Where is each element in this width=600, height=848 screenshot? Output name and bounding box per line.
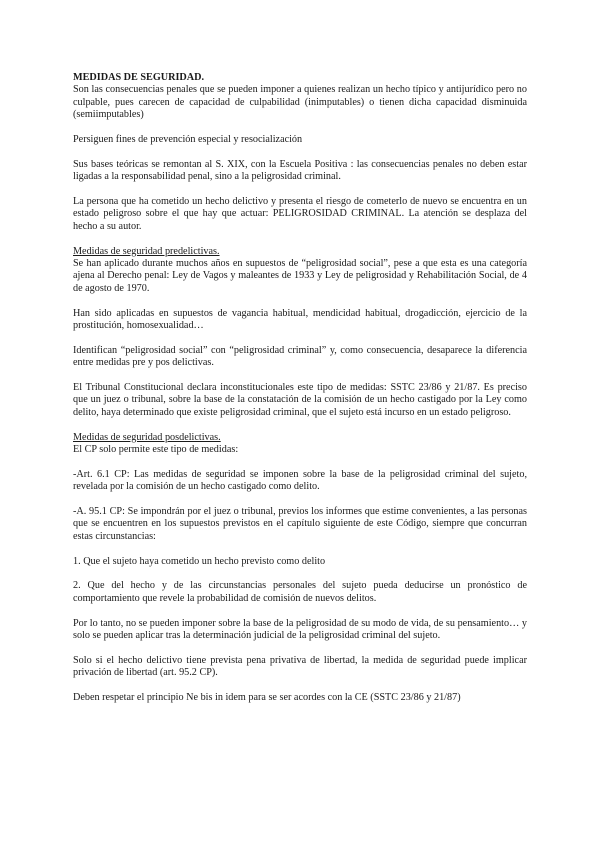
therefore-paragraph: Por lo tanto, no se pueden imponer sobre la base de la peligrosidad de su modo de vida, de su pensamiento… y solo se pueden aplicar tras la determinación judicial de la peligrosidad criminal del sujeto. bbox=[73, 617, 527, 642]
predelictive-paragraph-3: Identifican “peligrosidad social” con “peligrosidad criminal” y, como consecuencia, desaparece la diferencia entre medidas pre y pos delictivas. bbox=[73, 344, 527, 369]
predelictive-paragraph-2: Han sido aplicadas en supuestos de vagancia habitual, mendicidad habitual, drogadicción, ejercicio de la prostitución, homosexualidad… bbox=[73, 307, 527, 332]
postdelictive-paragraph-1: El CP solo permite este tipo de medidas: bbox=[73, 444, 239, 456]
intro-paragraph: Son las consecuencias penales que se pueden imponer a quienes realizan un hecho típico y antijurídico pero no culpable, pues carecen de capacidad de culpabilidad (inimputables) o tienen dicha capacidad disminuida (semiimputables) bbox=[73, 84, 527, 121]
condition-2-paragraph: 2. Que del hecho y de las circunstancias personales del sujeto pueda deducirse un pronóstico de comportamiento que revele la probabilidad de comisión de nuevos delitos. bbox=[73, 580, 527, 604]
deprivation-paragraph: Solo si el hecho delictivo tiene prevista pena privativa de libertad, la medida de seguridad puede implicar privación de libertad (art. 95.2 CP). bbox=[73, 654, 527, 679]
article-6-paragraph: -Art. 6.1 CP: Las medidas de seguridad se imponen sobre la base de la peligrosidad criminal del sujeto, revelada por la comisión de un hecho castigado como delito. bbox=[73, 468, 527, 493]
ne-bis-in-idem-paragraph: Deben respetar el principio Ne bis in idem para se ser acordes con la CE (SSTC 23/86 y 21/87) bbox=[73, 692, 461, 704]
postdelictive-heading: Medidas de seguridad posdelictivas. bbox=[73, 431, 221, 443]
purpose-paragraph: Persiguen fines de prevención especial y resocialización bbox=[73, 134, 303, 146]
predelictive-paragraph-4: El Tribunal Constitucional declara inconstitucionales este tipo de medidas: SSTC 23/86 y 21/87. Es preciso que un juez o tribunal, sobre la base de la constatación de la comisión de un hecho castigado por la Ley como delito, haya determinado que existe peligrosidad criminal, que el sujeto está incurso en un estado peligroso. bbox=[73, 382, 527, 418]
predelictive-heading: Medidas de seguridad predelictivas. bbox=[73, 245, 220, 257]
bases-paragraph: Sus bases teóricas se remontan al S. XIX, con la Escuela Positiva : las consecuencias penales no deben estar ligadas a la responsabilidad penal, sino a la peligrosidad criminal. bbox=[73, 158, 527, 183]
article-95-paragraph: -A. 95.1 CP: Se impondrán por el juez o tribunal, previos los informes que estime convenientes, a las personas que se encuentren en los supuestos previstos en el capítulo siguiente de este Código, siempre que concurran estas circunstancias: bbox=[73, 506, 527, 542]
document-title: MEDIDAS DE SEGURIDAD. bbox=[73, 72, 205, 83]
condition-1-paragraph: 1. Que el sujeto haya cometido un hecho previsto como delito bbox=[73, 555, 326, 567]
document-page bbox=[73, 72, 527, 704]
criminal-dangerousness-paragraph: La persona que ha cometido un hecho delictivo y presenta el riesgo de cometerlo de nuevo se encuentra en un estado peligroso sobre el que hay que actuar: PELIGROSIDAD CRIMINAL. La atención se desplaza del hecho a su autor. bbox=[73, 196, 527, 232]
predelictive-paragraph-1: Se han aplicado durante muchos años en supuestos de “peligrosidad social”, pese a que esta es una categoría ajena al Derecho penal: Ley de Vagos y maleantes de 1933 y Ley de peligrosidad y Rehabilitación Social, de 4 de agosto de 1970. bbox=[73, 258, 527, 294]
